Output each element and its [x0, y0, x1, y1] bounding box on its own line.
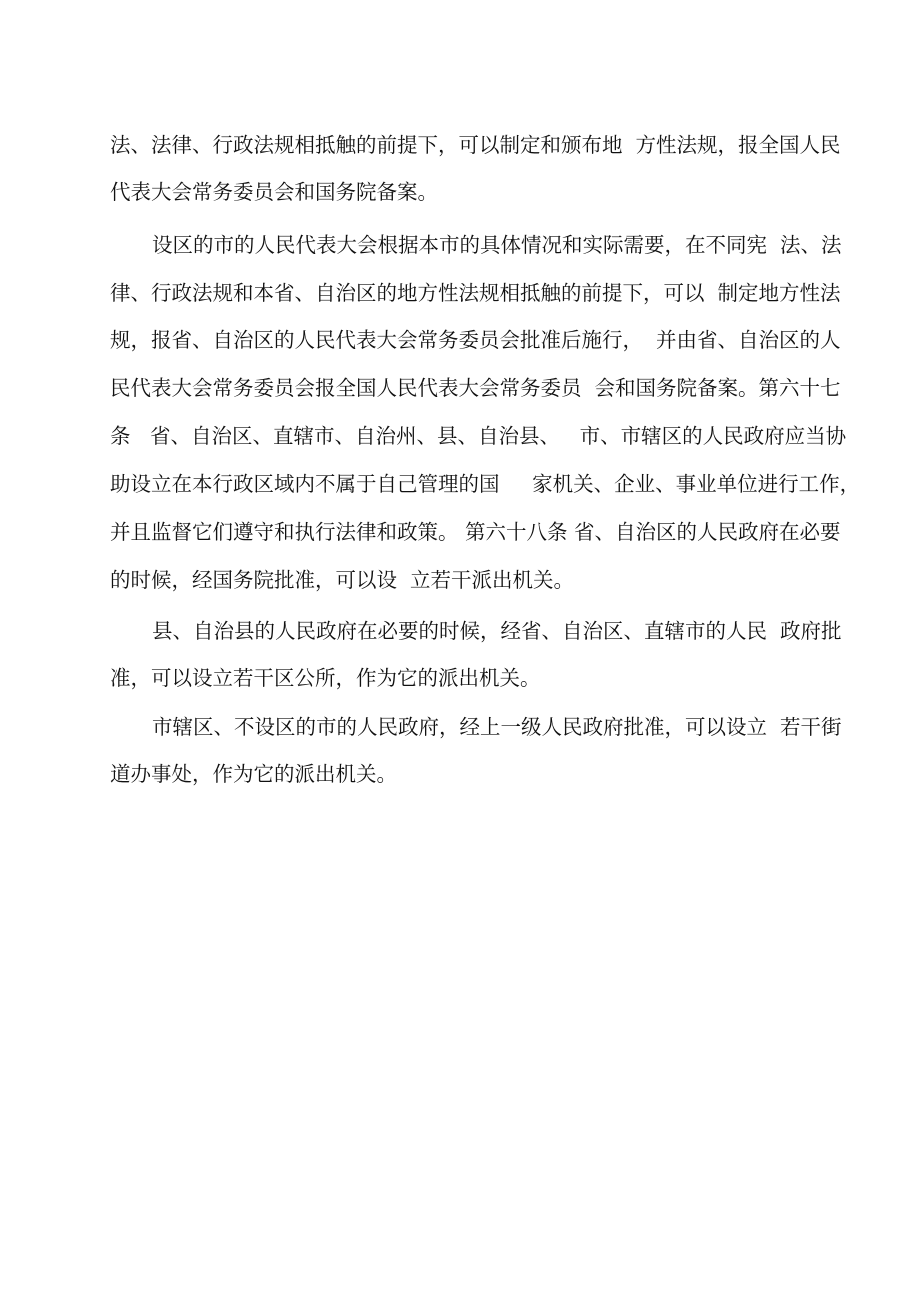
paragraph-2-line-3: 规，报省、自治区的人民代表大会常务委员会批准后施行， 并由省、自治区的人: [110, 328, 841, 352]
paragraph-3-line-1: 县、自治县的人民政府在必要的时候，经省、自治区、直辖市的人民 政府批: [152, 619, 842, 643]
paragraph-4-line-1: 市辖区、不设区的市的人民政府，经上一级人民政府批准，可以设立 若干街: [152, 715, 842, 739]
paragraph-3-line-2: 准，可以设立若干区公所，作为它的派出机关。: [110, 666, 541, 690]
paragraph-1-line-2: 代表大会常务委员会和国务院备案。: [110, 180, 438, 204]
paragraph-2-line-7: 并且监督它们遵守和执行法律和政策。 第六十八条 省、自治区的人民政府在必要: [110, 520, 841, 544]
paragraph-2-line-2: 律、行政法规和本省、自治区的地方性法规相抵触的前提下，可以 制定地方性法: [110, 281, 841, 305]
paragraph-1-line-1: 法、法律、行政法规相抵触的前提下，可以制定和颁布地 方性法规，报全国人民: [110, 133, 841, 157]
paragraph-4-line-2: 道办事处，作为它的派出机关。: [110, 762, 397, 786]
paragraph-2-line-4: 民代表大会常务委员会报全国人民代表大会常务委员 会和国务院备案。第六十七: [110, 376, 841, 400]
paragraph-2-line-6: 助设立在本行政区域内不属于自己管理的国 家机关、企业、事业单位进行工作，: [110, 472, 861, 496]
paragraph-2-line-1: 设区的市的人民代表大会根据本市的具体情况和实际需要，在不同宪 法、法: [152, 233, 842, 257]
paragraph-2-line-5: 条 省、自治区、直辖市、自治州、县、自治县、 市、市辖区的人民政府应当协: [110, 424, 847, 448]
paragraph-2-line-8: 的时候，经国务院批准，可以设 立若干派出机关。: [110, 568, 575, 592]
